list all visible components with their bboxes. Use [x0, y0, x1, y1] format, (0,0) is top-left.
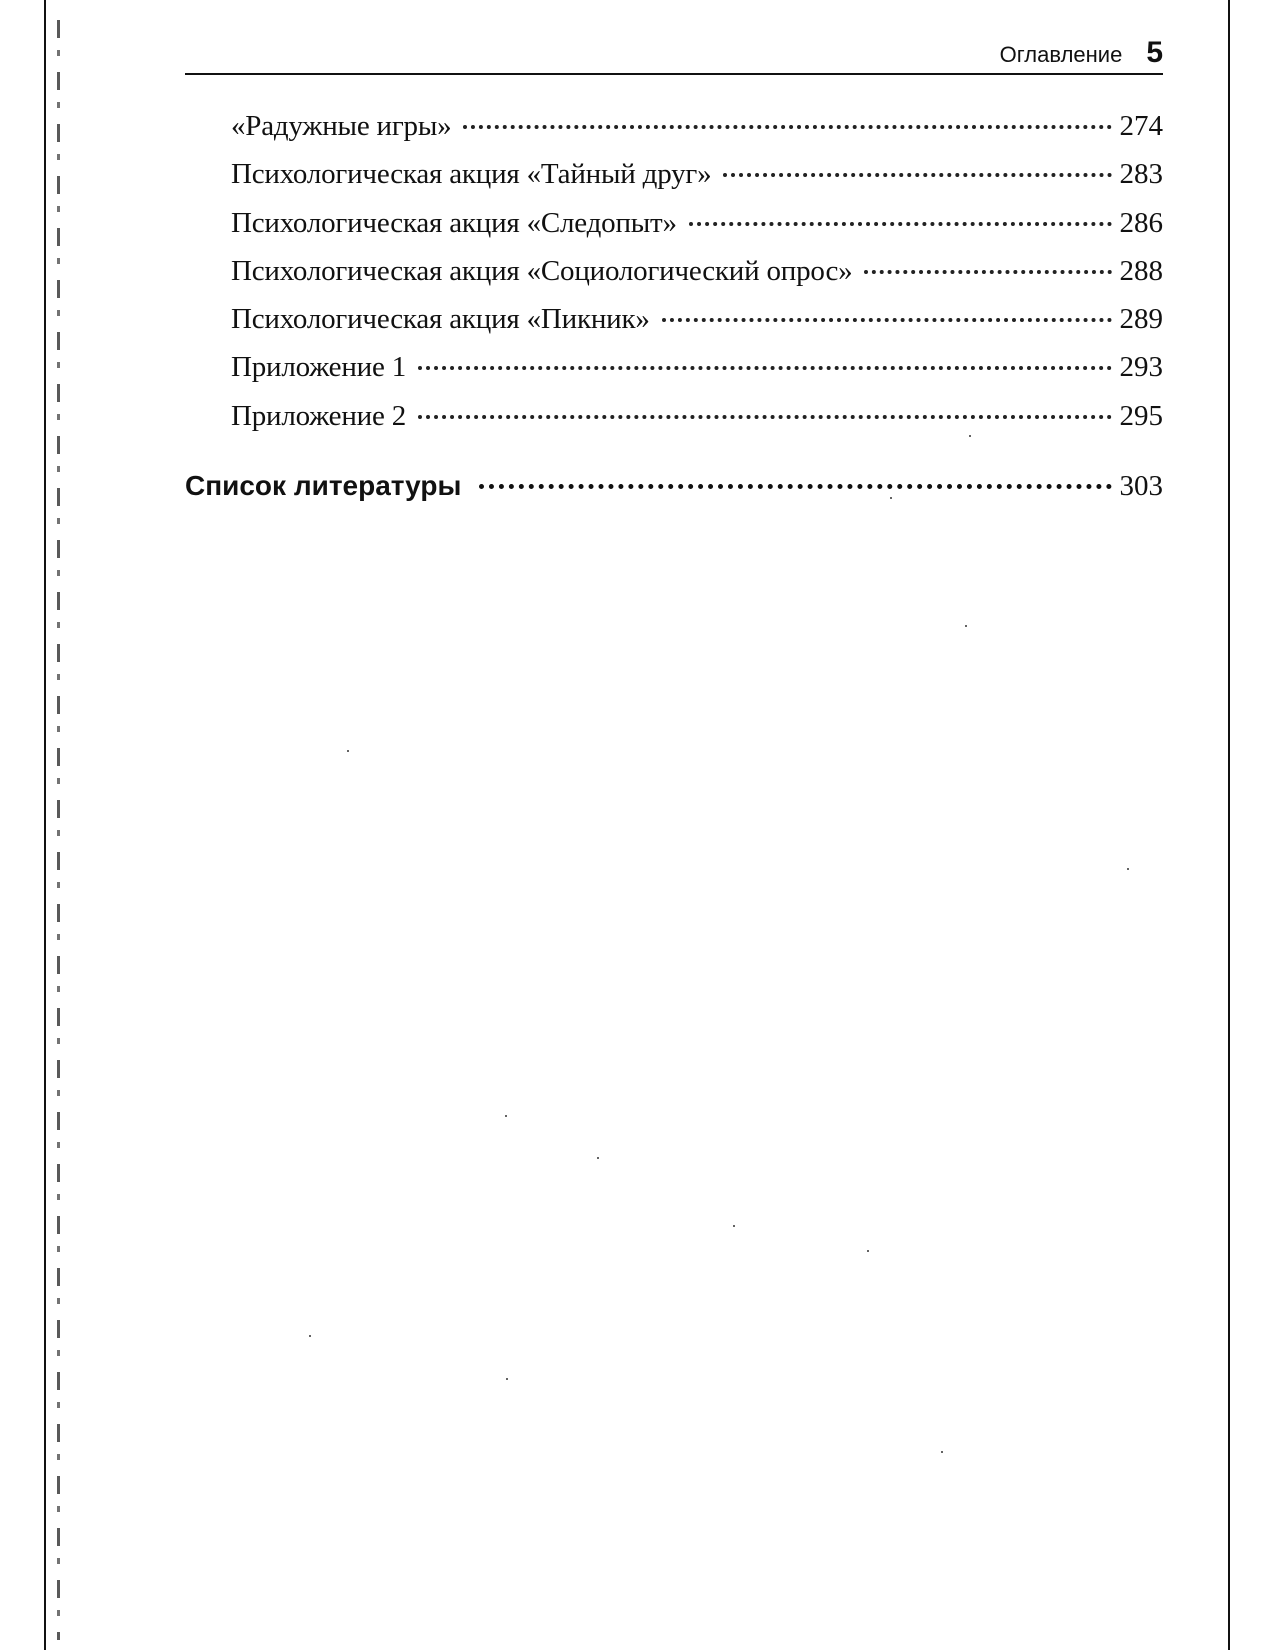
toc-entry[interactable] [185, 400, 1163, 448]
running-header [185, 36, 1163, 74]
toc-entry[interactable] [185, 110, 1163, 158]
dot-leader [479, 484, 1111, 489]
toc-entry-page: 295 [1119, 399, 1163, 432]
dot-leader [662, 318, 1112, 322]
header-page-number: 5 [1146, 36, 1163, 69]
dot-leader [463, 125, 1111, 129]
scan-speck [597, 1157, 599, 1159]
toc-entry-title: Психологическая акция «Социологический опрос» [231, 254, 853, 287]
toc-entry-page: 286 [1119, 206, 1163, 239]
header-section-name: Оглавление [999, 42, 1123, 67]
scan-speck [965, 625, 967, 627]
toc-entry-title: Психологическая акция «Тайный друг» [231, 158, 712, 191]
scan-speck [1127, 868, 1129, 870]
dot-leader [864, 270, 1111, 274]
toc-entry-page: 274 [1119, 110, 1163, 142]
toc-entry-title: Приложение 2 [231, 399, 406, 432]
toc-entry-page: 293 [1119, 351, 1163, 384]
toc-entry-page: 289 [1119, 303, 1163, 336]
dot-leader [418, 366, 1112, 370]
page-edge-right [1228, 0, 1230, 1650]
dot-leader [418, 415, 1112, 419]
toc-entry[interactable] [185, 255, 1163, 303]
toc-entry-bibliography[interactable] [185, 470, 1163, 518]
toc-entry-title: Психологическая акция «Пикник» [231, 303, 650, 336]
dot-leader [723, 173, 1111, 177]
scan-speck [969, 435, 971, 437]
scan-speck [733, 1225, 735, 1227]
toc-entry-title: Психологическая акция «Следопыт» [231, 206, 677, 239]
scan-binding-marks [57, 20, 60, 1640]
scan-speck [890, 497, 892, 499]
scan-speck [347, 750, 349, 752]
page-edge-left [44, 0, 46, 1650]
scan-speck [309, 1335, 311, 1337]
dot-leader [689, 222, 1112, 226]
toc-entry[interactable] [185, 351, 1163, 399]
toc-entry[interactable] [185, 158, 1163, 206]
scan-speck [505, 1115, 507, 1117]
toc-entry-page: 288 [1119, 254, 1163, 287]
scan-speck [867, 1250, 869, 1252]
toc-entry-title: Приложение 1 [231, 351, 406, 384]
toc-entry[interactable] [185, 303, 1163, 351]
scan-speck [506, 1378, 508, 1380]
header-rule [185, 73, 1163, 75]
toc-entry-title: Список литературы [185, 470, 462, 502]
scan-speck [941, 1451, 943, 1453]
toc-entry[interactable] [185, 207, 1163, 255]
table-of-contents [185, 110, 1163, 518]
toc-entry-page: 283 [1119, 158, 1163, 191]
toc-entry-title: «Радужные игры» [231, 110, 452, 142]
toc-entry-page: 303 [1119, 470, 1163, 503]
